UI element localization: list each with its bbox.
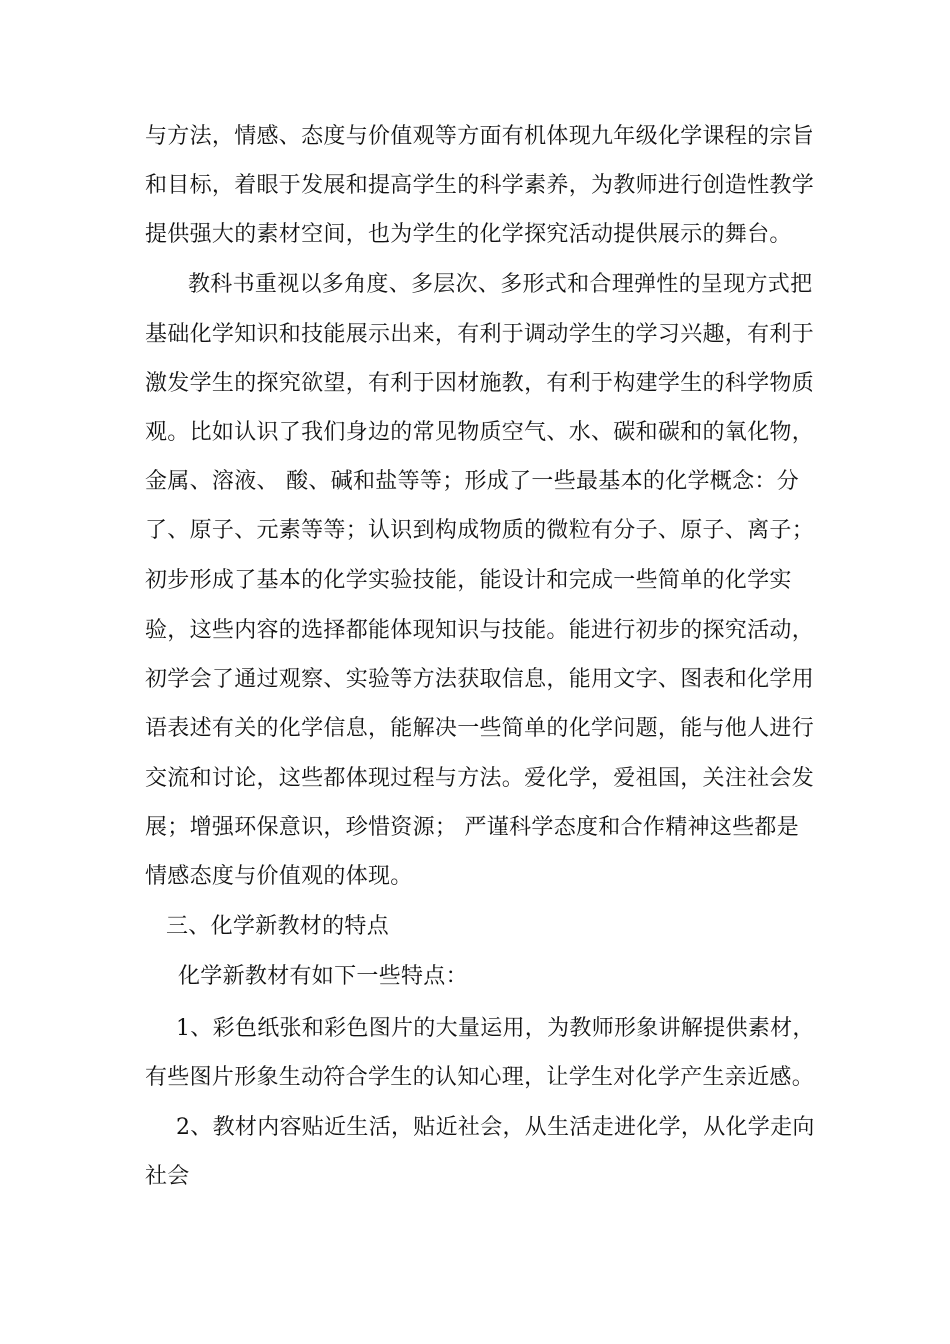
paragraph-first-line: 教科书重视以多角度、多层次、多形式和合理弹性的呈现方式把: [188, 272, 813, 297]
text-line: 初步形成了基本的化学实验技能，能设计和完成一些简单的化学实: [145, 568, 792, 593]
text-line: 社会: [145, 1164, 190, 1189]
text-line: 和目标，着眼于发展和提高学生的科学素养，为教师进行创造性教学: [145, 173, 815, 198]
text-line: 观。比如认识了我们身边的常见物质空气、水、碳和碳和的氧化物，: [145, 420, 815, 445]
text-line: 语表述有关的化学信息，能解决一些简单的化学问题，能与他人进行: [145, 716, 815, 741]
text-line: 展；增强环保意识，珍惜资源； 严谨科学态度和合作精神这些都是: [145, 815, 799, 840]
point-2-first-line: 2、教材内容贴近生活，贴近社会，从生活走进化学，从化学走向: [176, 1115, 815, 1140]
text-line: 有些图片形象生动符合学生的认知心理，让学生对化学产生亲近感。: [145, 1065, 815, 1090]
text-line: 初学会了通过观察、实验等方法获取信息，能用文字、图表和化学用: [145, 667, 815, 692]
section-heading: 三、化学新教材的特点: [166, 914, 390, 939]
text-line: 了、原子、元素等等；认识到构成物质的微粒有分子、原子、离子；: [145, 518, 815, 543]
text-line: 验，这些内容的选择都能体现知识与技能。能进行初步的探究活动，: [145, 618, 815, 643]
point-1-first-line: 1、彩色纸张和彩色图片的大量运用，为教师形象讲解提供素材，: [176, 1016, 815, 1041]
text-line: 金属、溶液、 酸、碱和盐等等；形成了一些最基本的化学概念：分: [145, 469, 799, 494]
text-line: 基础化学知识和技能展示出来，有利于调动学生的学习兴趣，有利于: [145, 322, 815, 347]
text-line: 激发学生的探究欲望，有利于因材施教，有利于构建学生的科学物质: [145, 371, 815, 396]
intro-line: 化学新教材有如下一些特点：: [178, 964, 468, 989]
text-line: 提供强大的素材空间，也为学生的化学探究活动提供展示的舞台。: [145, 222, 792, 247]
text-line: 与方法，情感、态度与价值观等方面有机体现九年级化学课程的宗旨: [145, 124, 815, 149]
text-line: 交流和讨论，这些都体现过程与方法。爱化学，爱祖国，关注社会发: [145, 766, 815, 791]
text-line: 情感态度与价值观的体现。: [145, 864, 413, 889]
